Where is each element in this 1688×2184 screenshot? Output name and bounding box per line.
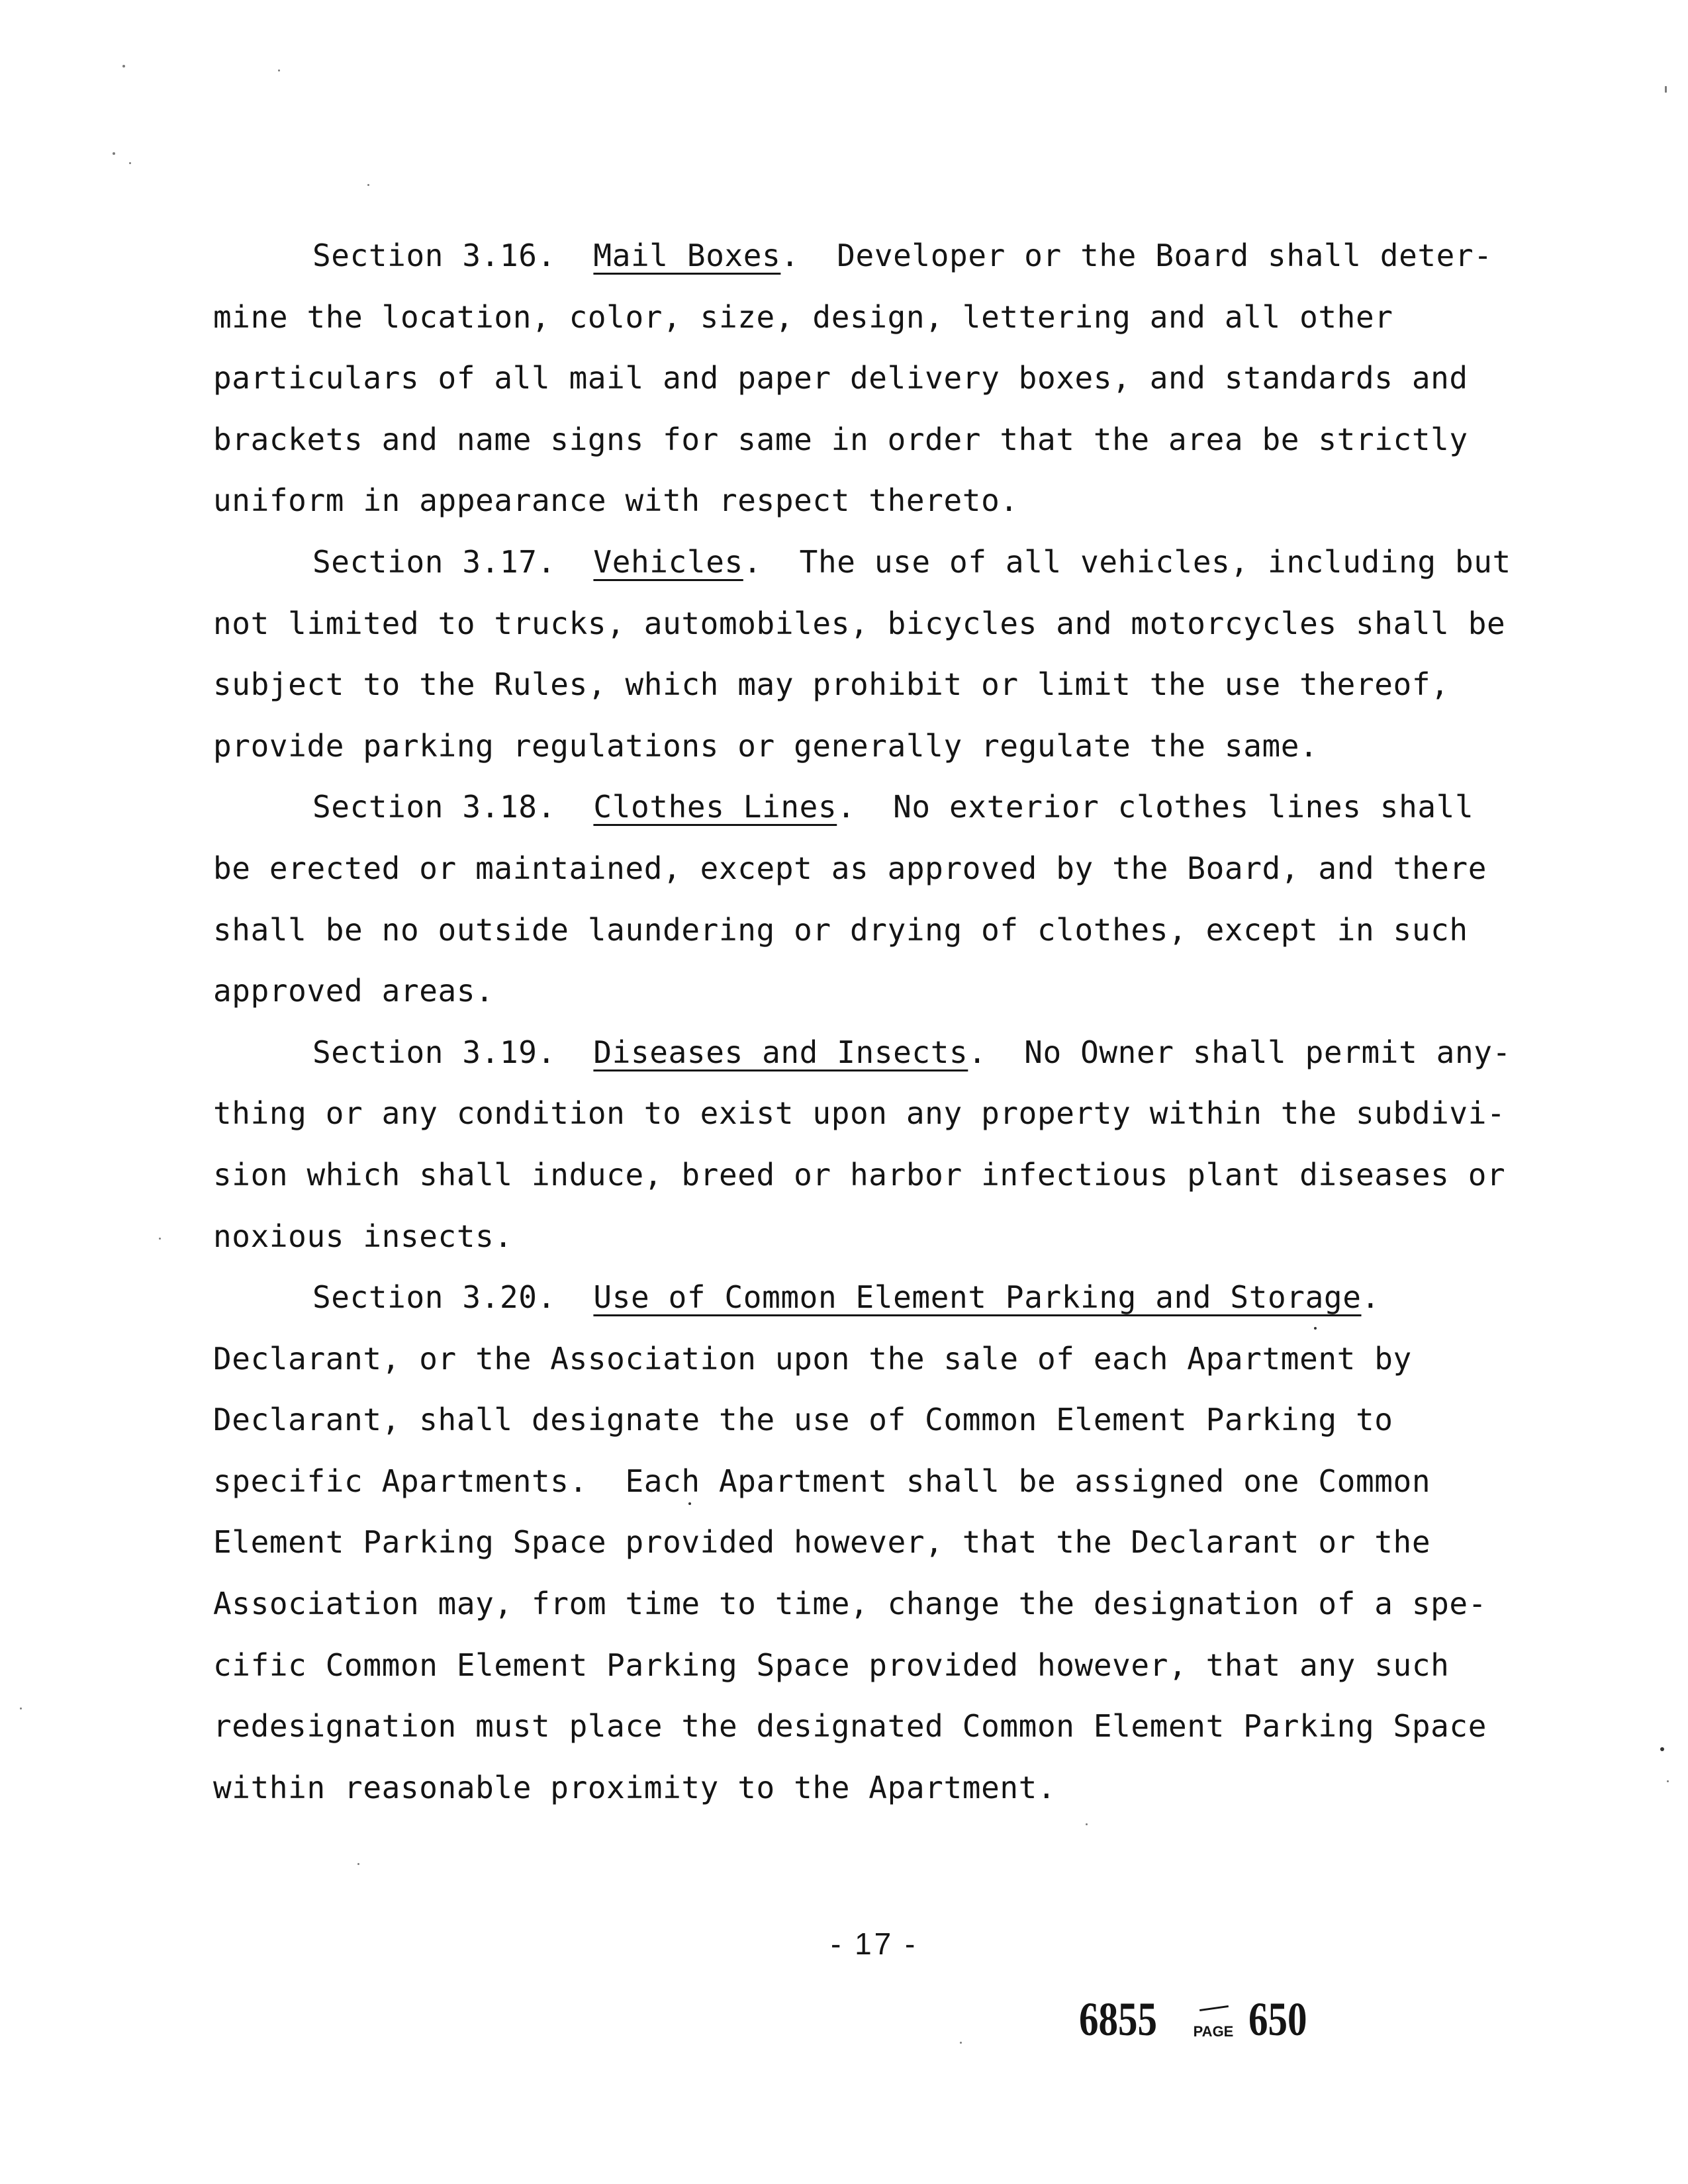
scan-speck <box>159 1238 161 1240</box>
section-number: Section 3.17. <box>312 543 556 580</box>
scan-speck <box>1086 1823 1088 1825</box>
body-line: sion which shall induce, breed or harbor infectious plant diseases or <box>213 1156 1506 1193</box>
section-heading: Use of Common Element Parking and Storage <box>593 1279 1362 1316</box>
section-3-19 <box>213 1022 1577 1267</box>
scan-speck <box>367 184 369 186</box>
section-first-line <box>213 776 1577 838</box>
section-3-17 <box>213 531 1577 776</box>
body-line: mine the location, color, size, design, lettering and all other <box>213 298 1393 335</box>
body-line: particulars of all mail and paper delivery boxes, and standards and <box>213 360 1468 396</box>
section-first-line-text: . No Owner shall permit any- <box>968 1034 1511 1070</box>
scan-speck <box>129 162 131 164</box>
body-line: be erected or maintained, except as approved by the Board, and there <box>213 850 1487 886</box>
scan-speck <box>1665 86 1667 93</box>
scan-speck <box>688 1502 691 1505</box>
recorded-page-number: 650 <box>1248 1993 1307 2046</box>
section-3-16 <box>213 225 1577 531</box>
scan-speck <box>1667 1780 1669 1782</box>
body-line: cific Common Element Parking Space provided however, that any such <box>213 1647 1450 1683</box>
section-number: Section 3.16. <box>312 238 556 273</box>
document-body <box>213 225 1577 1818</box>
body-line: approved areas. <box>213 973 494 1009</box>
section-first-line-text: . The use of all vehicles, including but <box>743 543 1511 580</box>
body-line: not limited to trucks, automobiles, bicycles and motorcycles shall be <box>213 605 1506 641</box>
body-line: within reasonable proximity to the Apartment. <box>213 1769 1056 1805</box>
page-number: - 17 - <box>831 1927 918 1961</box>
scan-speck <box>122 65 125 68</box>
section-heading: Diseases and Insects <box>593 1034 968 1070</box>
body-line: redesignation must place the designated Common Element Parking Space <box>213 1708 1487 1745</box>
scan-speck <box>278 69 280 71</box>
body-line: Declarant, shall designate the use of Common Element Parking to <box>213 1402 1393 1438</box>
section-heading: Clothes Lines <box>593 789 837 825</box>
book-number: 6855 <box>1079 1993 1158 2046</box>
scan-speck <box>1314 1327 1317 1330</box>
page-label: PAGE <box>1190 2023 1237 2040</box>
section-first-line-text: . No exterior clothes lines shall <box>837 789 1474 825</box>
section-number: Section 3.20. <box>312 1279 556 1316</box>
body-line: Element Parking Space provided however, that the Declarant or the <box>213 1524 1431 1561</box>
section-heading: Mail Boxes <box>593 238 781 273</box>
scan-speck <box>357 1863 359 1865</box>
body-line: thing or any condition to exist upon any property within the subdivi- <box>213 1095 1506 1132</box>
section-number: Section 3.18. <box>312 789 556 825</box>
scan-speck <box>1660 1747 1664 1751</box>
scan-speck <box>20 1707 22 1709</box>
section-first-line <box>213 225 1577 287</box>
body-line: uniform in appearance with respect thereto. <box>213 482 1019 519</box>
scan-speck <box>113 152 115 155</box>
body-line: brackets and name signs for same in order that the area be strictly <box>213 421 1468 457</box>
section-3-20 <box>213 1267 1577 1818</box>
section-3-18 <box>213 776 1577 1021</box>
scan-speck <box>960 2042 962 2044</box>
body-line: subject to the Rules, which may prohibit or limit the use thereof, <box>213 666 1450 703</box>
body-line: noxious insects. <box>213 1218 513 1254</box>
section-first-line <box>213 1267 1577 1328</box>
section-first-line-text: . Developer or the Board shall deter- <box>780 238 1493 273</box>
body-line: shall be no outside laundering or drying of clothes, except in such <box>213 911 1468 948</box>
body-line: Association may, from time to time, change the designation of a spe- <box>213 1586 1487 1622</box>
recording-stamp <box>1079 1992 1320 2047</box>
body-line: Declarant, or the Association upon the sale of each Apartment by <box>213 1340 1412 1377</box>
section-first-line <box>213 1022 1577 1083</box>
section-first-line <box>213 531 1577 593</box>
section-heading: Vehicles <box>593 543 743 580</box>
body-line: provide parking regulations or generally regulate the same. <box>213 727 1319 764</box>
section-number: Section 3.19. <box>312 1034 556 1070</box>
section-first-line-text: . <box>1361 1279 1380 1316</box>
body-line: specific Apartments. Each Apartment shall be assigned one Common <box>213 1463 1431 1499</box>
